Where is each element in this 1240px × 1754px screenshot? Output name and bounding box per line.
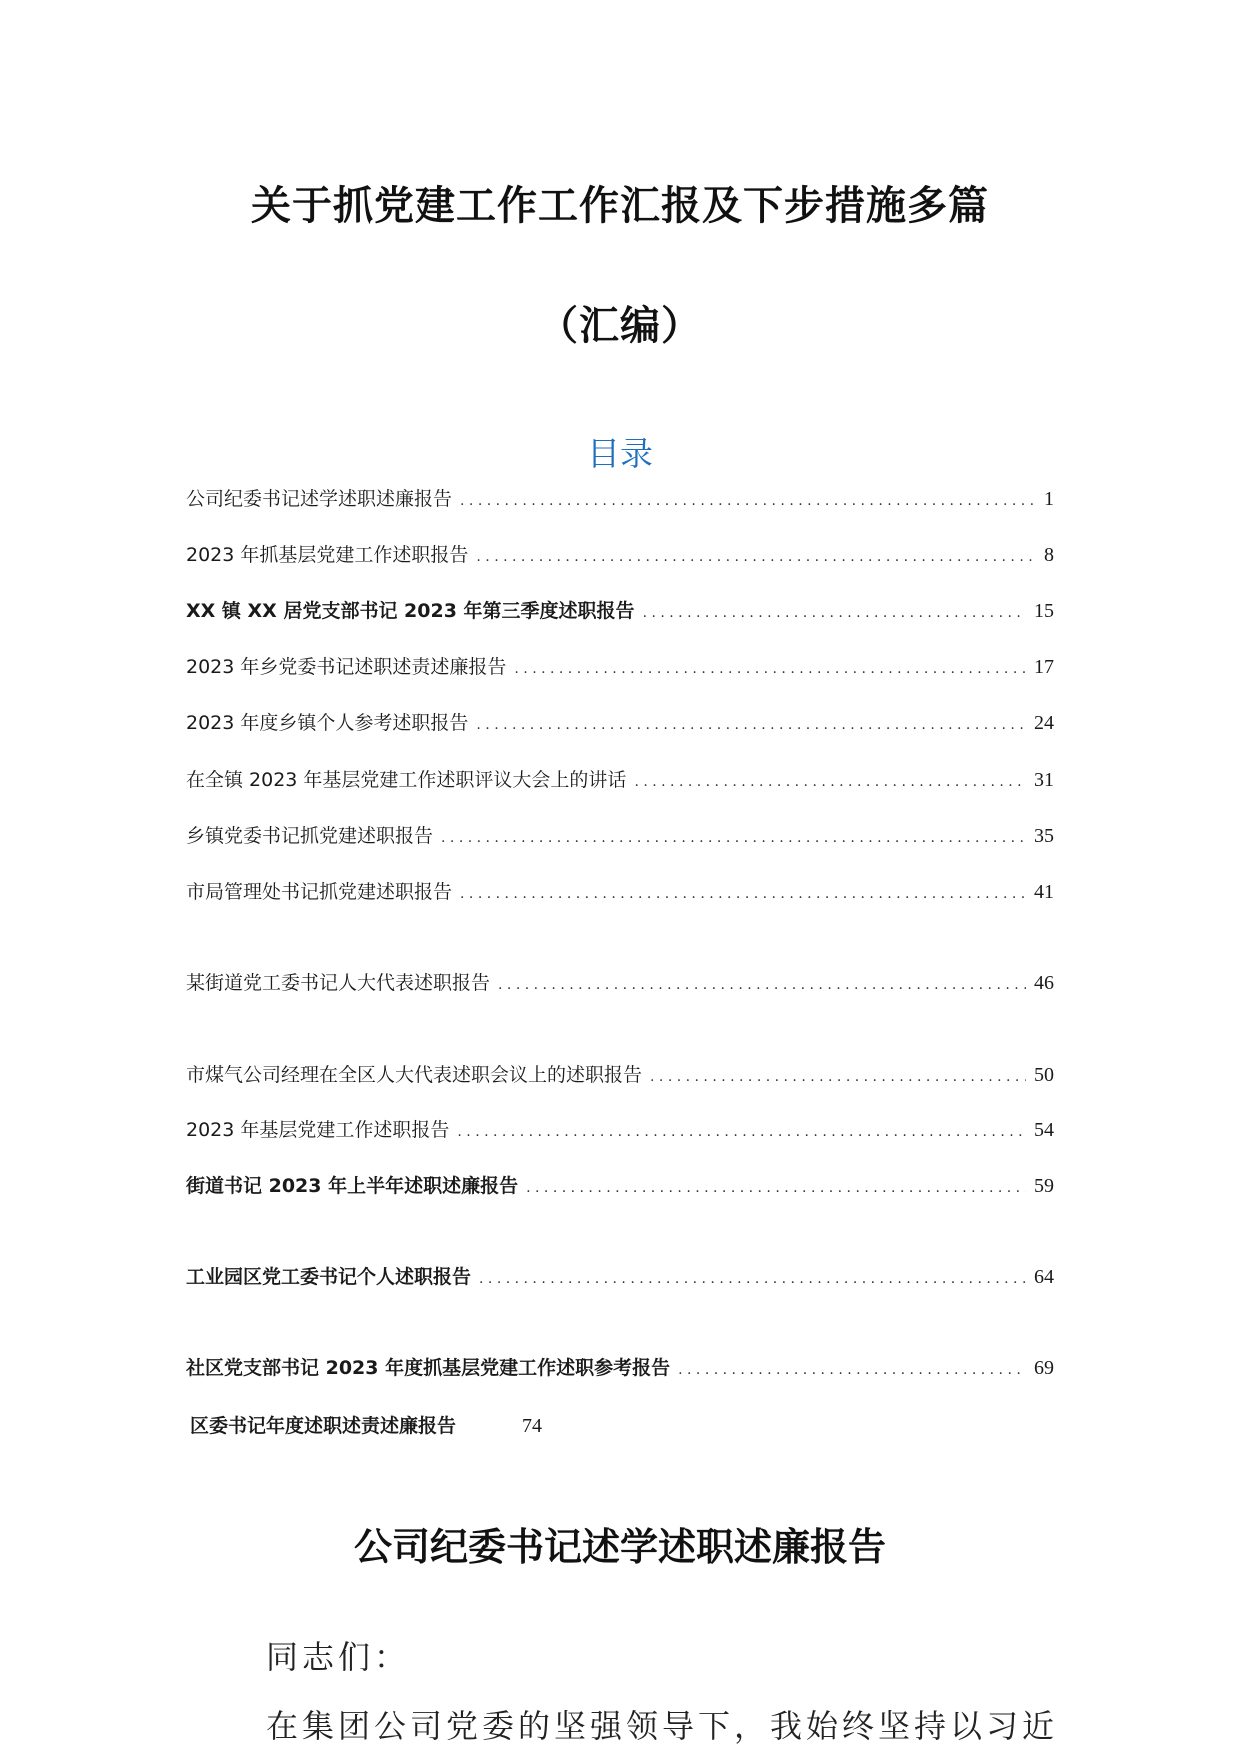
toc-dot-leader xyxy=(441,823,1026,853)
toc-entry-label: 工业园区党工委书记个人述职报告 xyxy=(186,1266,472,1288)
toc-entry-page: 50 xyxy=(1034,1064,1054,1086)
toc-entry[interactable] xyxy=(186,1115,1054,1145)
toc-entry-page: 1 xyxy=(1044,488,1054,510)
toc-entry-label: 公司纪委书记述学述职述廉报告 xyxy=(186,488,453,510)
toc-entry-page: 59 xyxy=(1034,1175,1054,1197)
toc-entry-label: XX 镇 XX 居党支部书记 2023 年第三季度述职报告 xyxy=(186,600,635,622)
toc-entry-label: 在全镇 2023 年基层党建工作述职评议大会上的讲话 xyxy=(186,769,627,791)
toc-entry-page: 15 xyxy=(1034,600,1054,622)
toc-dot-leader xyxy=(479,1264,1026,1294)
toc-entry-label: 2023 年乡党委书记述职述责述廉报告 xyxy=(186,656,507,678)
toc-entry-label: 区委书记年度述职述责述廉报告 xyxy=(190,1415,457,1437)
toc-entry[interactable] xyxy=(186,968,1054,998)
toc-entry[interactable] xyxy=(186,821,1054,851)
toc-heading: 目录 xyxy=(587,434,653,473)
toc-entry-page: 46 xyxy=(1034,972,1054,994)
salutation: 同志们： xyxy=(266,1638,411,1676)
document-title-line1: 关于抓党建工作工作汇报及下步措施多篇 xyxy=(251,183,989,229)
section-title: 公司纪委书记述学述职述廉报告 xyxy=(353,1525,886,1569)
toc-entry[interactable] xyxy=(186,1060,1054,1090)
toc-entry-label: 市局管理处书记抓党建述职报告 xyxy=(186,881,453,903)
toc-dot-leader xyxy=(498,970,1026,1000)
toc-entry[interactable] xyxy=(186,877,1054,907)
toc-dot-leader xyxy=(460,486,1036,516)
toc-entry-page: 64 xyxy=(1034,1266,1054,1288)
toc-entry[interactable] xyxy=(186,1262,1054,1292)
toc-dot-leader xyxy=(526,1173,1026,1203)
toc-dot-leader xyxy=(460,879,1026,909)
toc-dot-leader xyxy=(457,1117,1026,1147)
toc-entry-page: 31 xyxy=(1034,769,1054,791)
toc-entry-page: 24 xyxy=(1034,712,1054,734)
toc-entry[interactable] xyxy=(186,652,1054,682)
toc-dot-leader xyxy=(514,654,1026,684)
toc-entry[interactable] xyxy=(186,1353,1054,1383)
toc-entry-page: 74 xyxy=(522,1415,543,1437)
document-title-line2: （汇编） xyxy=(538,303,702,349)
toc-entry-page: 35 xyxy=(1034,825,1054,847)
toc-entry[interactable] xyxy=(186,765,1054,795)
toc-entry-page: 41 xyxy=(1034,881,1054,903)
toc-entry[interactable] xyxy=(186,1171,1054,1201)
toc-entry-label: 街道书记 2023 年上半年述职述廉报告 xyxy=(186,1175,519,1197)
toc-dot-leader xyxy=(634,767,1026,797)
toc-entry-label: 乡镇党委书记抓党建述职报告 xyxy=(186,825,434,847)
toc-entry[interactable] xyxy=(186,540,1054,570)
toc-entry[interactable] xyxy=(190,1411,1058,1441)
toc-entry-label: 2023 年基层党建工作述职报告 xyxy=(186,1119,450,1141)
toc-dot-leader xyxy=(476,710,1026,740)
toc-entry-page: 54 xyxy=(1034,1119,1054,1141)
toc-entry-label: 2023 年抓基层党建工作述职报告 xyxy=(186,544,469,566)
toc-entry-page: 17 xyxy=(1034,656,1054,678)
toc-entry-label: 社区党支部书记 2023 年度抓基层党建工作述职参考报告 xyxy=(186,1357,671,1379)
toc-entry-label: 2023 年度乡镇个人参考述职报告 xyxy=(186,712,469,734)
toc-dot-leader xyxy=(476,542,1036,572)
toc-entry-label: 市煤气公司经理在全区人大代表述职会议上的述职报告 xyxy=(186,1064,643,1086)
toc-entry-label: 某街道党工委书记人大代表述职报告 xyxy=(186,972,491,994)
toc-dot-leader xyxy=(678,1355,1026,1385)
body-paragraph: 在集团公司党委的坚强领导下，我始终坚持以习近 xyxy=(266,1707,1059,1745)
toc-entry-page: 69 xyxy=(1034,1357,1054,1379)
toc-entry[interactable] xyxy=(186,596,1054,626)
toc-entry[interactable] xyxy=(186,708,1054,738)
toc-entry[interactable] xyxy=(186,484,1054,514)
toc-dot-leader xyxy=(650,1062,1026,1092)
toc-entry-page: 8 xyxy=(1044,544,1054,566)
toc-dot-leader xyxy=(643,598,1026,628)
